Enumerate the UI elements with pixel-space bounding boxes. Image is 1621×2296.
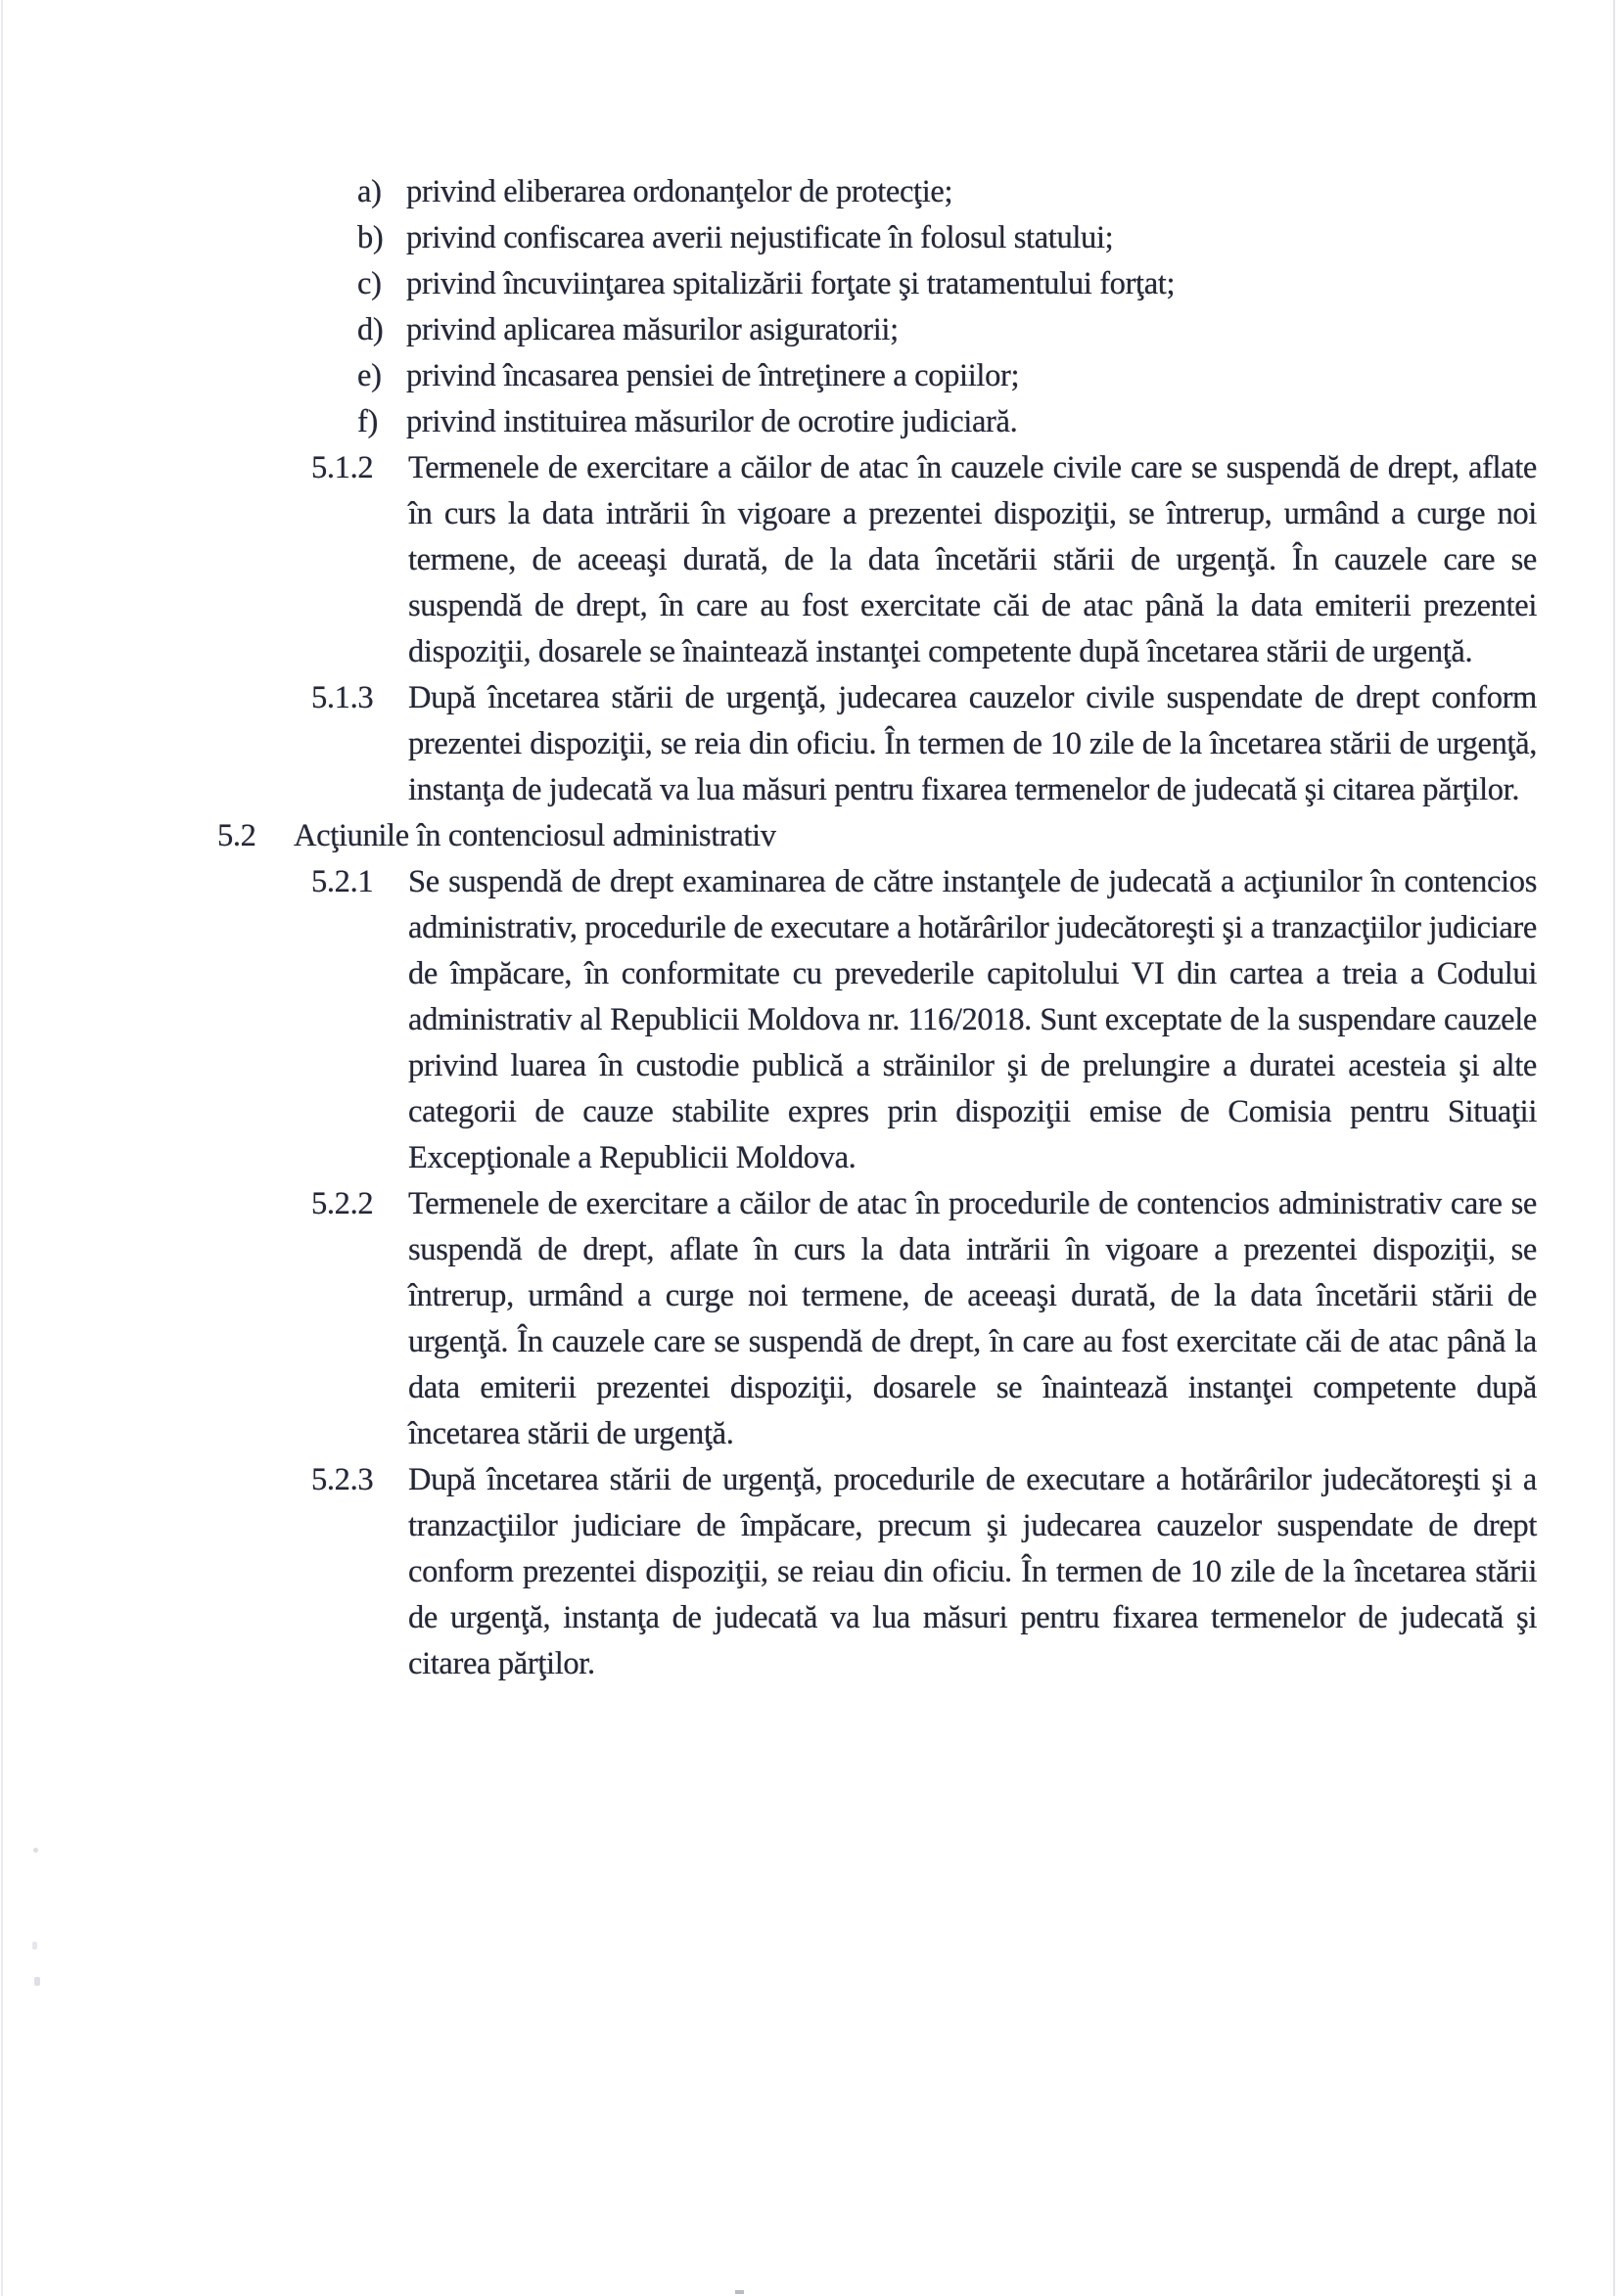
scan-edge-right <box>1613 0 1615 2296</box>
section-5-1-2-number: 5.1.2 <box>311 450 374 485</box>
section-5-2-3-number: 5.2.3 <box>311 1462 374 1497</box>
section-5-1-3-text: După încetarea stării de urgenţă, judecarea cauzelor civile suspendate de drept conform prezentei dispoziţii, se reia din oficiu. În termen de 10 zile de la încetarea stării de urgenţă, instanţa de judecată va lua măsuri pentru fixarea termenelor de judecată şi citarea părţilor. <box>408 680 1537 807</box>
list-item-c-text: privind încuviinţarea spitalizării forţate şi tratamentului forţat; <box>406 266 1176 301</box>
list-item-f-text: privind instituirea măsurilor de ocrotire judiciară. <box>406 404 1018 439</box>
section-5-2-1-number: 5.2.1 <box>311 864 374 899</box>
scan-edge-left <box>1 0 3 2296</box>
scan-speck <box>34 1977 40 1986</box>
list-item-a-text: privind eliberarea ordonanţelor de protecţie; <box>406 174 953 209</box>
section-5-2-1-text: Se suspendă de drept examinarea de către instanţele de judecată a acţiunilor în contencios administrativ, procedurile de executare a hotărârilor judecătoreşti şi a tranzacţiilor judiciare de împăcare, în conformitate cu prevederile capitolului VI din cartea a treia a Codului administrativ al Republicii Moldova nr. 116/2018. Sunt exceptate de la suspendare cauzele privind luarea în custodie publică a străinilor şi de prelungire a duratei acesteia şi alte categorii de cauze stabilite expres prin dispoziţii emise de Comisia pentru Situaţii Excepţionale a Republicii Moldova. <box>408 864 1537 1175</box>
scan-speck <box>32 1942 37 1950</box>
list-item-e <box>357 353 1621 399</box>
section-heading-5-2-title: Acţiunile în contenciosul administrativ <box>294 818 776 853</box>
section-5-1-2 <box>311 445 1621 675</box>
section-5-2-2 <box>311 1181 1621 1457</box>
list-item-b-text: privind confiscarea averii nejustificate în folosul statului; <box>406 220 1114 255</box>
scan-speck <box>33 1848 38 1853</box>
list-item-d-text: privind aplicarea măsurilor asiguratorii; <box>406 312 899 347</box>
list-item-c <box>357 261 1621 307</box>
list-marker-b: b) <box>357 220 384 255</box>
section-5-1-2-text: Termenele de exercitare a căilor de atac în cauzele civile care se suspendă de drept, aflate în curs la data intrării în vigoare a prezentei dispoziţii, se întrerup, urmând a curge noi termene, de aceeaşi durată, de la data încetării stării de urgenţă. În cauzele care se suspendă de drept, în care au fost exercitate căi de atac până la data emiterii prezentei dispoziţii, dosarele se înaintează instanţei competente după încetarea stării de urgenţă. <box>408 450 1537 669</box>
list-item-a <box>357 169 1621 215</box>
section-5-2-1 <box>311 859 1621 1181</box>
list-marker-a: a) <box>357 174 382 209</box>
section-5-1-3 <box>311 675 1621 813</box>
list-item-f <box>357 399 1621 445</box>
section-5-2-2-text: Termenele de exercitare a căilor de atac în procedurile de contencios administrativ care se suspendă de drept, aflate în curs la data intrării în vigoare a prezentei dispoziţii, se întrerup, urmând a curge noi termene, de aceeaşi durată, de la data încetării stării de urgenţă. În cauzele care se suspendă de drept, în care au fost exercitate căi de atac până la data emiterii prezentei dispoziţii, dosarele se înaintează instanţei competente după încetarea stării de urgenţă. <box>408 1186 1537 1451</box>
section-5-1-3-number: 5.1.3 <box>311 680 374 715</box>
section-5-2-3-text: După încetarea stării de urgenţă, procedurile de executare a hotărârilor judecătoreşti şi a tranzacţiilor judiciare de împăcare, precum şi judecarea cauzelor suspendate de drept conform prezentei dispoziţii, se reiau din oficiu. În termen de 10 zile de la încetarea stării de urgenţă, instanţa de judecată va lua măsuri pentru fixarea termenelor de judecată şi citarea părţilor. <box>408 1462 1537 1681</box>
list-item-d <box>357 307 1621 353</box>
section-heading-5-2 <box>217 813 1621 859</box>
list-marker-d: d) <box>357 312 384 347</box>
section-heading-5-2-number: 5.2 <box>217 818 256 853</box>
list-marker-f: f) <box>357 404 378 439</box>
document-body <box>0 169 1621 1687</box>
list-item-b <box>357 215 1621 261</box>
list-marker-e: e) <box>357 358 382 393</box>
scan-bottom-mark <box>735 2290 744 2294</box>
section-5-2-3 <box>311 1457 1621 1687</box>
section-5-2-2-number: 5.2.2 <box>311 1186 374 1221</box>
list-marker-c: c) <box>357 266 382 301</box>
list-item-e-text: privind încasarea pensiei de întreţinere a copiilor; <box>406 358 1020 393</box>
